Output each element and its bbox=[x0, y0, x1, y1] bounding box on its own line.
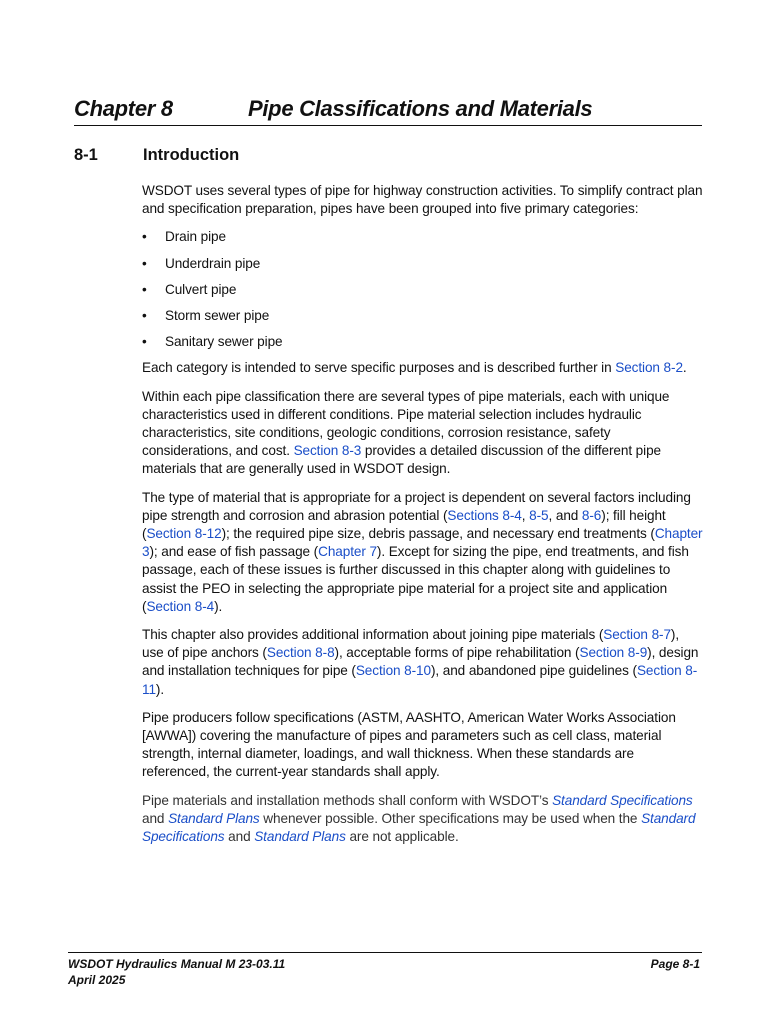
link-standard-plans[interactable]: Standard Plans bbox=[168, 810, 260, 826]
link-standard-plans-2[interactable]: Standard Plans bbox=[254, 829, 346, 845]
link-section-8-4[interactable]: Section 8-4 bbox=[146, 598, 215, 614]
link-section-8-2[interactable]: Section 8-2 bbox=[615, 360, 683, 376]
link-standard-specifications-2[interactable]: Standard Specifications bbox=[142, 810, 696, 845]
paragraph-materials: Within each pipe classification there are several types of pipe materials, each with unique characteristics used in different conditions. Pipe material selection includes hydraulic characteristics, site conditions, geologic conditions, corrosion resistance, safety considerations, and cost. Section 8-3 provides a detailed discussion of the different pipe materials that are generally used in WSDOT design. bbox=[142, 388, 670, 477]
paragraph-selection-factors: The type of material that is appropriate for a project is dependent on several factors including pipe strength and corrosion and abrasion potential (Sections 8-4, 8-5, and 8-6); fill height (Section 8-12); the required pipe size, debris passage, and necessary end treatments (Chapter 3); and ease of fish passage (Chapter 7). Except for sizing the pipe, end treatments, and fish passage, each of these issues is further discussed in this chapter along with guidelines to assist the PEO in selecting the appropriate pipe material for a project site and application (Section 8-4). bbox=[142, 489, 703, 614]
link-chapter-3[interactable]: Chapter 3 bbox=[142, 526, 703, 560]
link-sections-8-4[interactable]: Sections 8-4 bbox=[447, 507, 522, 523]
list-item: • Storm sewer pipe bbox=[142, 307, 704, 325]
chapter-number: Chapter 8 bbox=[74, 96, 173, 121]
paragraph-additional-info: This chapter also provides additional information about joining pipe materials (Section 8-7), use of pipe anchors (Section 8-8), acceptable forms of pipe rehabilitation (Section 8-9), design and installation techniques for pipe (Section 8-10), and abandoned pipe guidelines (Section 8-11). bbox=[142, 627, 699, 697]
bullet-icon: • bbox=[142, 308, 147, 324]
section-heading bbox=[74, 146, 239, 165]
bullet-icon: • bbox=[142, 229, 147, 245]
link-section-8-9[interactable]: Section 8-9 bbox=[579, 645, 648, 661]
link-standard-specifications[interactable]: Standard Specifications bbox=[552, 792, 693, 808]
bullet-icon: • bbox=[142, 281, 147, 297]
section-number: 8-1 bbox=[74, 146, 98, 164]
paragraph-standards: Pipe materials and installation methods shall conform with WSDOT’s Standard Specifications and Standard Plans whenever possible. Other specifications may be used when the Standard Specifications and Standard Plans are not applicable. bbox=[142, 792, 696, 845]
link-section-8-10[interactable]: Section 8-10 bbox=[355, 663, 431, 679]
link-section-8-5[interactable]: 8-5 bbox=[529, 507, 549, 523]
chapter-title: Pipe Classifications and Materials bbox=[248, 96, 593, 121]
link-section-8-8[interactable]: Section 8-8 bbox=[266, 645, 335, 661]
link-section-8-11[interactable]: Section 8-11 bbox=[142, 663, 698, 697]
bullet-icon: • bbox=[142, 334, 147, 350]
link-section-8-3[interactable]: Section 8-3 bbox=[293, 443, 362, 459]
chapter-heading bbox=[74, 96, 702, 126]
bullet-icon: • bbox=[142, 255, 147, 271]
link-chapter-7[interactable]: Chapter 7 bbox=[318, 544, 377, 560]
link-section-8-12[interactable]: Section 8-12 bbox=[146, 526, 222, 542]
footer-page-number: Page 8-1 bbox=[650, 957, 700, 971]
list-item: • Underdrain pipe bbox=[142, 255, 704, 273]
page-footer bbox=[68, 952, 702, 988]
footer-manual-title: WSDOT Hydraulics Manual M 23-03.11 bbox=[68, 957, 286, 971]
footer-date: April 2025 bbox=[68, 973, 126, 987]
paragraph-intro: WSDOT uses several types of pipe for highway construction activities. To simplify contract plan and specification preparation, pipes have been grouped into five primary categories: bbox=[142, 183, 703, 217]
pipe-category-list bbox=[142, 228, 704, 351]
list-item: • Sanitary sewer pipe bbox=[142, 333, 704, 351]
link-section-8-7[interactable]: Section 8-7 bbox=[603, 627, 671, 643]
section-title: Introduction bbox=[143, 146, 240, 164]
list-item: • Culvert pipe bbox=[142, 281, 704, 299]
paragraph-specifications: Pipe producers follow specifications (ASTM, AASHTO, American Water Works Association [AWWA]) covering the manufacture of pipes and parameters such as cell class, material strength, internal diameter, loadings, and wall thickness. When these standards are referenced, the current-year standards shall apply. bbox=[142, 709, 676, 780]
section-body bbox=[142, 182, 704, 856]
link-section-8-6[interactable]: 8-6 bbox=[581, 507, 602, 523]
paragraph-categories: Each category is intended to serve specific purposes and is described further in Section 8-2. bbox=[142, 360, 687, 376]
list-item: • Drain pipe bbox=[142, 228, 704, 246]
